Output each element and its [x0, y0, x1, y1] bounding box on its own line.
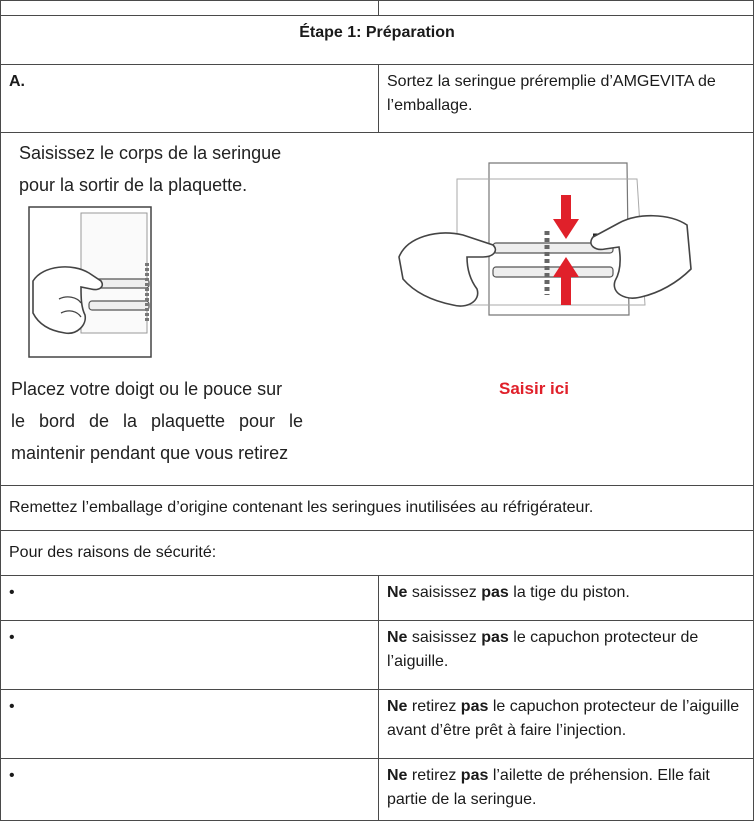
illustration-text-top — [19, 137, 281, 201]
illustration-cell — [1, 133, 754, 486]
safety-row-3 — [1, 690, 754, 759]
illustration-text-top-line1: Saisissez le corps de la seringue — [19, 143, 282, 163]
safety-intro: Pour des raisons de sécurité: — [1, 531, 754, 576]
section-a-row — [1, 65, 754, 133]
illustration-text-top-line2: pour la sortir de la plaquette. — [19, 175, 248, 195]
blister-hand-illustration — [15, 203, 165, 363]
illustration-row — [1, 133, 754, 486]
safety-text-2: Ne saisissez pas le capuchon protecteur de l’aiguille. — [379, 621, 754, 690]
bullet: • — [1, 759, 379, 821]
table-top-edge — [1, 1, 754, 16]
safety-row-2 — [1, 621, 754, 690]
illustration-text-bottom — [11, 373, 303, 469]
safety-text-4: Ne retirez pas l’ailette de préhension. Elle fait partie de la seringue. — [379, 759, 754, 821]
illustration-text-bottom-line1: Placez votre doigt ou le pouce sur — [11, 379, 283, 399]
safety-intro-row — [1, 531, 754, 576]
illustration-text-bottom-line3: maintenir pendant que vous retirez — [11, 443, 289, 463]
safety-row-4 — [1, 759, 754, 821]
safety-text-3: Ne retirez pas le capuchon protecteur de l’aiguille avant d’être prêt à faire l’injection. — [379, 690, 754, 759]
grab-here-label: Saisir ici — [499, 379, 569, 398]
illustration-text-bottom-line2: le bord de la plaquette pour le — [11, 411, 303, 431]
syringe-grab-illustration — [397, 155, 697, 335]
refrigerator-note: Remettez l’emballage d’origine contenant les seringues inutilisées au réfrigérateur. — [1, 486, 754, 531]
bullet: • — [1, 576, 379, 621]
bullet: • — [1, 621, 379, 690]
step-heading-row — [1, 16, 754, 65]
safety-row-1 — [1, 576, 754, 621]
refrigerator-row — [1, 486, 754, 531]
section-a-instruction: Sortez la seringue préremplie d’AMGEVITA de l’emballage. — [379, 65, 754, 133]
step-title: Étape 1: Préparation — [1, 16, 754, 65]
section-a-label: A. — [1, 65, 379, 133]
bullet: • — [1, 690, 379, 759]
safety-text-1: Ne saisissez pas la tige du piston. — [379, 576, 754, 621]
